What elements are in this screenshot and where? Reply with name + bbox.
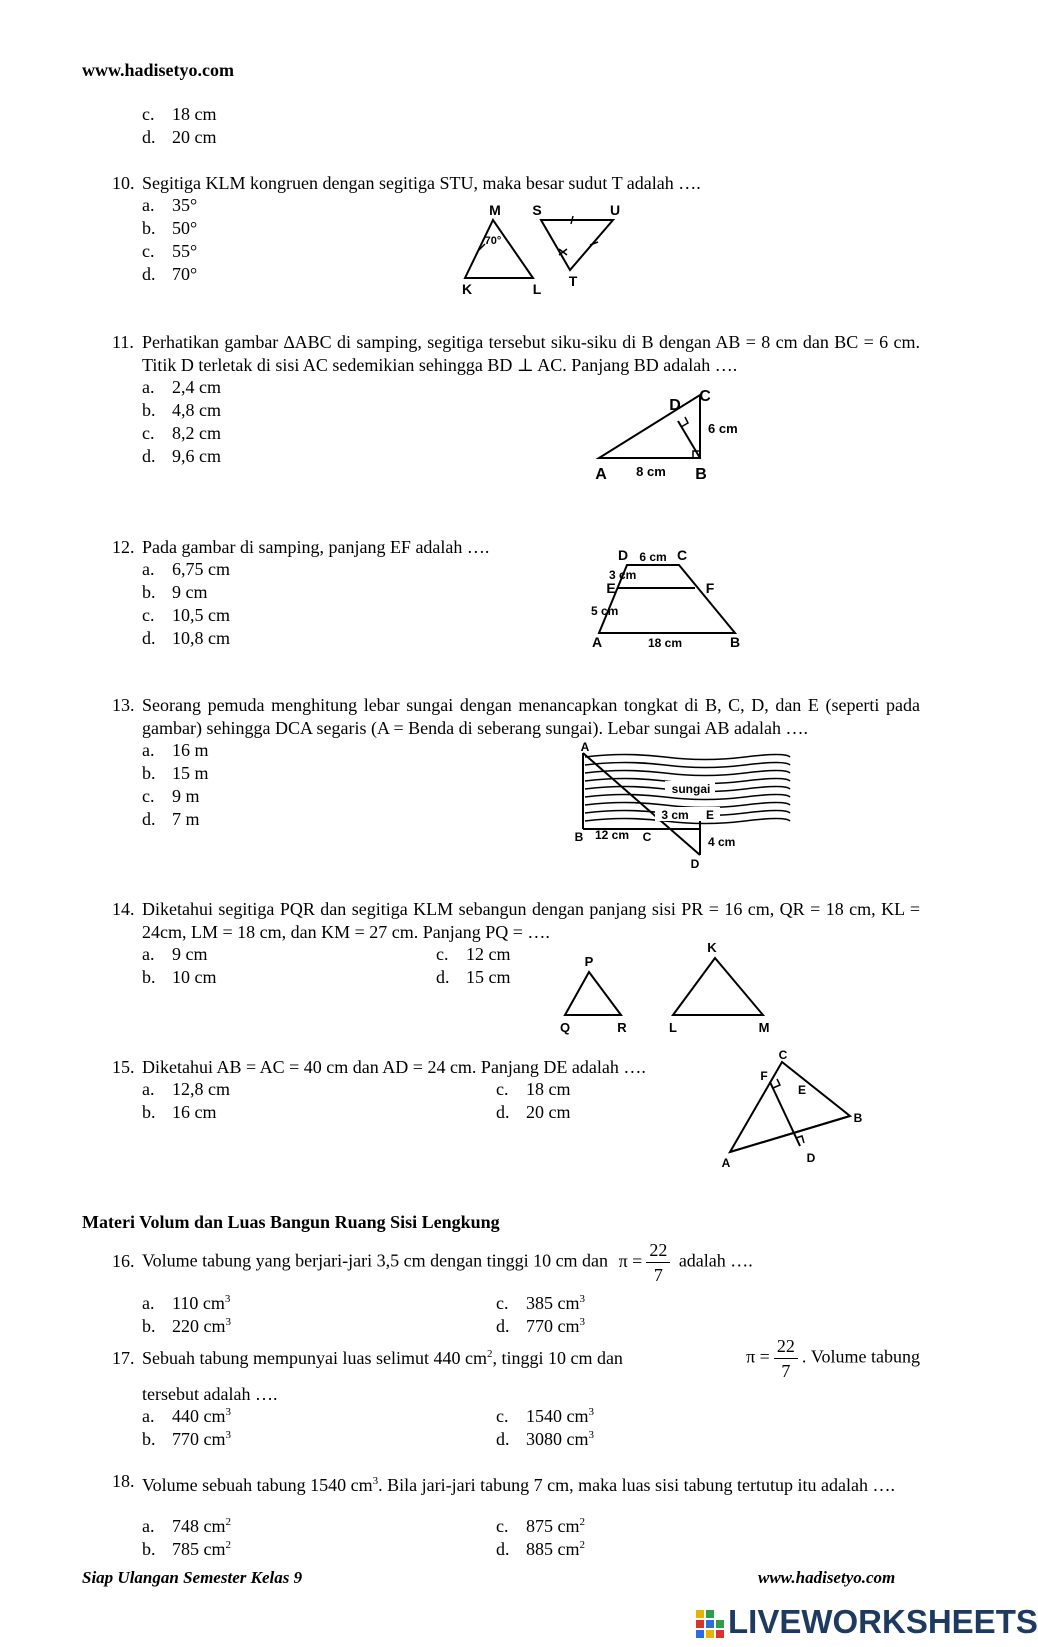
question-number: 17. <box>112 1348 135 1368</box>
q9-option-d <box>142 127 217 148</box>
option-text: 55° <box>172 241 198 261</box>
option-text: 1540 cm <box>526 1406 589 1426</box>
q14-option-d <box>436 967 511 988</box>
label-e: E <box>797 1083 807 1097</box>
q17-option-b <box>142 1429 231 1450</box>
option-exponent: 3 <box>579 1293 585 1305</box>
label-d: D <box>806 1151 816 1165</box>
option-exponent: 3 <box>225 1406 231 1418</box>
option-text: 20 cm <box>172 127 217 147</box>
option-letter: a. <box>142 740 155 760</box>
q12-option-b <box>142 582 208 603</box>
question-text: Pada gambar di samping, panjang EF adalah …. <box>142 537 490 557</box>
option-letter: a. <box>142 195 155 215</box>
q14-figure <box>555 940 785 1035</box>
option-letter: c. <box>496 1079 509 1099</box>
q14-option-b <box>142 967 217 988</box>
label-r: R <box>617 1020 627 1035</box>
option-exponent: 2 <box>225 1539 231 1551</box>
liveworksheets-logo-icon <box>696 1610 724 1638</box>
q9-option-c <box>142 104 217 125</box>
option-text: 35° <box>172 195 198 215</box>
question-text <box>142 1470 920 1497</box>
option-letter: d. <box>142 264 156 284</box>
option-letter: c. <box>496 1293 509 1313</box>
q18-option-a <box>142 1516 231 1537</box>
option-letter: d. <box>436 967 450 987</box>
side-de-label: 3 cm <box>609 568 637 582</box>
option-letter: b. <box>142 967 156 987</box>
section-title: Materi Volum dan Luas Bangun Ruang Sisi Lengkung <box>82 1212 500 1232</box>
question-14 <box>112 898 920 943</box>
option-letter: b. <box>142 1429 156 1449</box>
option-text: 12,8 cm <box>172 1079 230 1099</box>
label-c: C <box>642 830 652 844</box>
option-text: 385 cm <box>526 1293 580 1313</box>
question-17 <box>112 1334 920 1383</box>
q10-option-a <box>142 195 197 216</box>
question-text: Seorang pemuda menghitung lebar sungai dengan menancapkan tongkat di B, C, D, dan E (seperti pada gambar) sehingga DCA segaris (A = Benda di seberang sungai). Lebar sungai AB adalah …. <box>142 695 920 738</box>
option-text: 15 cm <box>466 967 511 987</box>
option-text: 220 cm <box>172 1316 226 1336</box>
option-letter: b. <box>142 218 156 238</box>
exponent: 2 <box>486 1348 493 1360</box>
q13-option-c <box>142 786 200 807</box>
fraction-denominator: 7 <box>653 1265 663 1285</box>
option-text: 3080 cm <box>526 1429 589 1449</box>
question-number: 15. <box>112 1057 135 1077</box>
q10-option-b <box>142 218 197 239</box>
q15-option-b <box>142 1102 217 1123</box>
option-letter: b. <box>142 1102 156 1122</box>
fraction-numerator: 22 <box>774 1334 798 1359</box>
q11-option-a <box>142 377 221 398</box>
option-exponent: 3 <box>225 1316 231 1328</box>
label-t: T <box>568 273 578 289</box>
question-13 <box>112 694 920 739</box>
q16-option-a <box>142 1293 230 1314</box>
question-text-end: adalah …. <box>678 1250 753 1271</box>
question-number: 18. <box>112 1471 135 1491</box>
option-letter: a. <box>142 559 155 579</box>
label-a: A <box>721 1156 731 1170</box>
label-a: A <box>595 466 607 483</box>
option-text: 770 cm <box>526 1316 580 1336</box>
label-u: U <box>609 202 621 218</box>
option-letter: c. <box>142 104 155 124</box>
fraction <box>646 1238 670 1287</box>
footer-left: Siap Ulangan Semester Kelas 9 <box>82 1568 303 1587</box>
question-number: 12. <box>112 537 135 557</box>
q17-option-a <box>142 1406 231 1427</box>
option-letter: b. <box>142 1316 156 1336</box>
option-text: 2,4 cm <box>172 377 221 397</box>
option-text: 16 cm <box>172 1102 217 1122</box>
option-letter: c. <box>142 605 155 625</box>
option-text: 6,75 cm <box>172 559 230 579</box>
option-letter: d. <box>142 809 156 829</box>
label-m: M <box>758 1020 770 1035</box>
exponent: 3 <box>372 1475 379 1487</box>
option-exponent: 2 <box>579 1539 585 1551</box>
option-letter: a. <box>142 1293 155 1313</box>
q13-option-d <box>142 809 200 830</box>
label-p: P <box>584 954 594 969</box>
question-16 <box>112 1238 753 1287</box>
q14-option-c <box>436 944 511 965</box>
label-l: L <box>669 1020 677 1035</box>
option-text: 10,8 cm <box>172 628 230 648</box>
option-letter: d. <box>496 1316 510 1336</box>
side-ab-label: 18 cm <box>647 636 683 650</box>
option-text: 785 cm <box>172 1539 226 1559</box>
label-k: K <box>461 281 473 297</box>
brand-name[interactable]: LIVEWORKSHEETS <box>728 1603 1038 1640</box>
label-d: D <box>617 547 629 563</box>
option-letter: d. <box>496 1539 510 1559</box>
q12-option-c <box>142 605 230 626</box>
side-dc-label: 6 cm <box>639 550 667 564</box>
q10-figure <box>455 200 635 300</box>
question-11 <box>112 331 920 376</box>
option-text: 9 m <box>172 786 200 806</box>
q14-option-a <box>142 944 208 965</box>
option-exponent: 3 <box>579 1316 585 1328</box>
option-exponent: 3 <box>588 1406 594 1418</box>
option-exponent: 3 <box>588 1429 594 1441</box>
question-text: Volume tabung yang berjari-jari 3,5 cm dengan tinggi 10 cm dan <box>142 1250 609 1271</box>
option-letter: a. <box>142 944 155 964</box>
label-e: E <box>705 808 715 822</box>
option-text: 10 cm <box>172 967 217 987</box>
option-text: 50° <box>172 218 198 238</box>
side-ab-label: 8 cm <box>636 464 666 479</box>
q15-option-c <box>496 1079 571 1100</box>
q11-figure <box>585 385 760 485</box>
option-text: 20 cm <box>526 1102 571 1122</box>
option-letter: c. <box>142 423 155 443</box>
option-letter: d. <box>142 628 156 648</box>
option-text: 748 cm <box>172 1516 226 1536</box>
option-text: 875 cm <box>526 1516 580 1536</box>
q13-figure <box>574 740 795 871</box>
option-text: 18 cm <box>172 104 217 124</box>
option-text: 4,8 cm <box>172 400 221 420</box>
option-letter: c. <box>142 786 155 806</box>
option-text: 9 cm <box>172 582 208 602</box>
label-q: Q <box>559 1020 571 1035</box>
question-text: Segitiga KLM kongruen dengan segitiga STU, maka besar sudut T adalah …. <box>142 173 701 193</box>
question-10 <box>112 172 920 195</box>
side-bc-label: 12 cm <box>594 828 630 842</box>
option-text: 70° <box>172 264 198 284</box>
label-c: C <box>676 547 688 563</box>
q18-option-c <box>496 1516 585 1537</box>
label-e: E <box>606 580 616 596</box>
question-text: Diketahui AB = AC = 40 cm dan AD = 24 cm. Panjang DE adalah …. <box>142 1057 646 1077</box>
q15-option-d <box>496 1102 571 1123</box>
question-text-start: Volume sebuah tabung 1540 cm <box>142 1475 373 1495</box>
option-exponent: 2 <box>225 1516 231 1528</box>
q17-option-d <box>496 1429 594 1450</box>
fraction-numerator: 22 <box>646 1238 670 1263</box>
side-ed-label: 4 cm <box>708 835 736 849</box>
option-text: 16 m <box>172 740 209 760</box>
fraction-denominator: 7 <box>781 1361 791 1381</box>
option-text: 440 cm <box>172 1406 226 1426</box>
question-18 <box>112 1470 920 1497</box>
q11-option-d <box>142 446 221 467</box>
q12-option-a <box>142 559 230 580</box>
option-letter: d. <box>496 1102 510 1122</box>
q18-option-b <box>142 1539 231 1560</box>
label-d: D <box>669 397 681 414</box>
label-m: M <box>489 202 501 218</box>
label-a: A <box>580 740 590 754</box>
label-s: S <box>532 202 542 218</box>
q15-figure <box>710 1050 870 1170</box>
option-letter: c. <box>496 1516 509 1536</box>
option-letter: a. <box>142 1079 155 1099</box>
option-exponent: 3 <box>224 1293 231 1305</box>
q12-figure <box>585 545 755 650</box>
question-number: 14. <box>112 899 135 919</box>
label-l: L <box>532 281 542 297</box>
label-b: B <box>729 634 741 650</box>
side-bc-label: 6 cm <box>708 421 738 436</box>
q13-option-b <box>142 763 209 784</box>
option-text: 885 cm <box>526 1539 580 1559</box>
option-letter: b. <box>142 1539 156 1559</box>
question-text-tail: . Volume tabung <box>801 1346 920 1367</box>
q11-option-c <box>142 423 221 444</box>
river-label: sungai <box>671 782 711 796</box>
q18-option-d <box>496 1539 585 1560</box>
option-text: 18 cm <box>526 1079 571 1099</box>
option-text: 110 cm <box>172 1293 225 1313</box>
label-b: B <box>574 830 584 844</box>
q17-option-c <box>496 1406 594 1427</box>
angle-label: 70° <box>484 235 502 247</box>
side-ea-label: 5 cm <box>591 604 619 618</box>
question-number: 13. <box>112 695 135 715</box>
question-text-end: . Bila jari-jari tabung 7 cm, maka luas sisi tabung tertutup itu adalah …. <box>378 1475 896 1495</box>
option-letter: a. <box>142 377 155 397</box>
q13-option-a <box>142 740 209 761</box>
option-letter: d. <box>496 1429 510 1449</box>
label-a: A <box>591 634 603 650</box>
label-k: K <box>707 940 717 955</box>
option-text: 15 m <box>172 763 209 783</box>
option-letter: b. <box>142 582 156 602</box>
question-12 <box>112 536 920 559</box>
q10-option-d <box>142 264 197 285</box>
label-d: D <box>690 857 700 871</box>
option-text: 8,2 cm <box>172 423 221 443</box>
question-17-continuation: tersebut adalah …. <box>142 1384 278 1404</box>
pi-symbol: π = <box>746 1346 770 1367</box>
q16-option-c <box>496 1293 585 1314</box>
label-c: C <box>699 388 711 405</box>
question-text-mid: , tinggi 10 cm dan <box>492 1348 623 1368</box>
question-number: 11. <box>112 332 134 352</box>
option-text: 7 m <box>172 809 200 829</box>
q15-option-a <box>142 1079 230 1100</box>
option-text: 9,6 cm <box>172 446 221 466</box>
option-letter: d. <box>142 127 156 147</box>
question-number: 16. <box>112 1250 135 1271</box>
option-exponent: 2 <box>579 1516 585 1528</box>
option-letter: c. <box>436 944 449 964</box>
question-text: Perhatikan gambar ∆ABC di samping, segitiga tersebut siku-siku di B dengan AB = 8 cm dan BC = 6 cm. Titik D terletak di sisi AC sedemikian sehingga BD ⊥ AC. Panjang BD adalah …. <box>142 332 920 375</box>
option-letter: c. <box>142 241 155 261</box>
option-exponent: 3 <box>225 1429 231 1441</box>
option-letter: a. <box>142 1516 155 1536</box>
pi-symbol: π = <box>618 1250 643 1271</box>
header-site: www.hadisetyo.com <box>82 60 234 80</box>
fraction <box>774 1334 798 1383</box>
q10-option-c <box>142 241 197 262</box>
option-letter: b. <box>142 400 156 420</box>
option-text: 12 cm <box>466 944 511 964</box>
label-b: B <box>853 1111 863 1125</box>
option-text: 9 cm <box>172 944 208 964</box>
label-b: B <box>695 466 707 483</box>
question-text: Sebuah tabung mempunyai luas selimut 440 cm <box>142 1348 487 1368</box>
question-number: 10. <box>112 173 135 193</box>
option-letter: d. <box>142 446 156 466</box>
option-text: 770 cm <box>172 1429 226 1449</box>
option-letter: c. <box>496 1406 509 1426</box>
option-letter: b. <box>142 763 156 783</box>
q12-option-d <box>142 628 230 649</box>
q11-option-b <box>142 400 221 421</box>
label-c: C <box>778 1048 788 1062</box>
side-ce-label: 3 cm <box>661 808 689 822</box>
option-letter: a. <box>142 1406 155 1426</box>
label-f: F <box>760 1069 768 1083</box>
label-f: F <box>705 580 715 596</box>
footer-right: www.hadisetyo.com <box>758 1568 896 1587</box>
question-text: Diketahui segitiga PQR dan segitiga KLM sebangun dengan panjang sisi PR = 16 cm, QR = 18 cm, KL = 24cm, LM = 18 cm, dan KM = 27 cm. Panjang PQ = …. <box>142 899 920 942</box>
option-text: 10,5 cm <box>172 605 230 625</box>
